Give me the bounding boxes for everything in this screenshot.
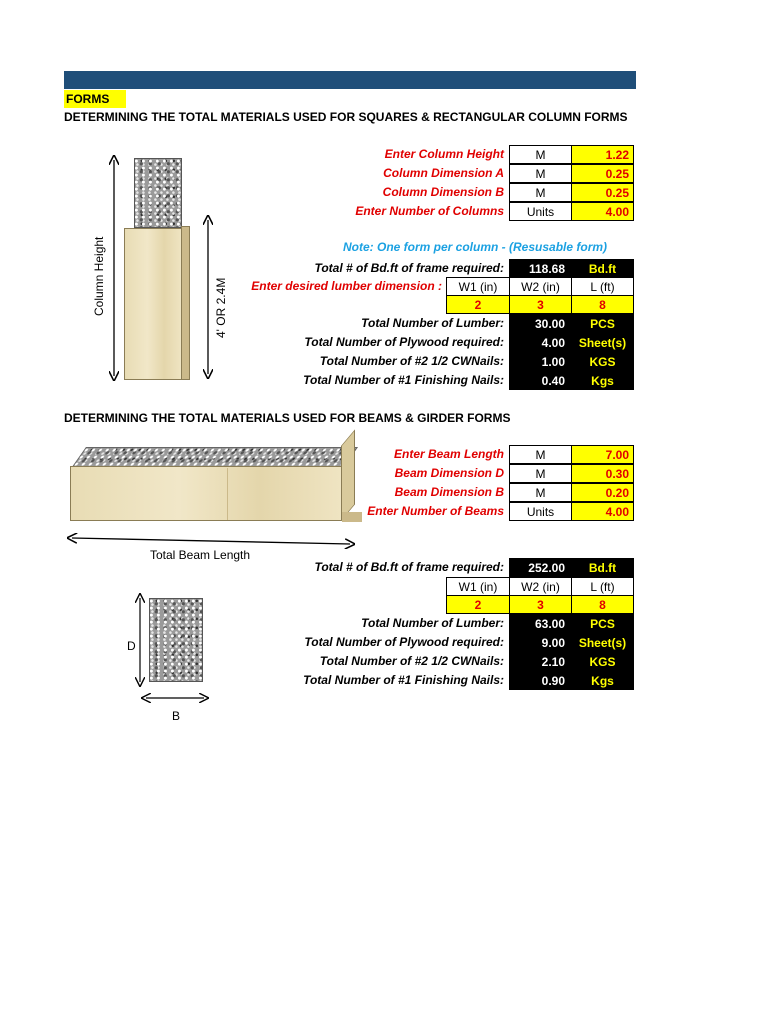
beam-length-arrow — [66, 530, 366, 550]
column-count-input[interactable]: 4.00 — [571, 202, 634, 221]
header-banner — [64, 71, 636, 89]
beam-plywood-value: 9.00 — [509, 633, 572, 652]
column-plywood-value: 4.00 — [509, 333, 572, 352]
column-height-label-input: Enter Column Height — [384, 147, 504, 161]
beam-length-label: Enter Beam Length — [393, 447, 504, 461]
beam-dim-b-unit: M — [509, 483, 572, 502]
beam-dim-d-label: Beam Dimension D — [394, 466, 504, 480]
beam-lumber-label: Total Number of Lumber: — [361, 616, 504, 630]
beam-count-unit: Units — [509, 502, 572, 521]
column-cwnails-unit: KGS — [571, 352, 634, 371]
beam-form-end — [341, 429, 355, 521]
beam-dim-d-unit: M — [509, 464, 572, 483]
beam-section-arrows — [132, 592, 212, 710]
beam-lumber-unit: PCS — [571, 614, 634, 633]
column-dim-a-input[interactable]: 0.25 — [571, 164, 634, 183]
column-l-input[interactable]: 8 — [571, 295, 634, 314]
column-height-input[interactable]: 1.22 — [571, 145, 634, 164]
beam-count-input[interactable]: 4.00 — [571, 502, 634, 521]
beam-w1-input[interactable]: 2 — [446, 595, 510, 614]
column-bdft-unit: Bd.ft — [571, 259, 634, 278]
column-plywood-label: Total Number of Plywood required: — [304, 335, 504, 349]
beam-dim-b-label: Beam Dimension B — [394, 485, 504, 499]
beam-cwnails-label: Total Number of #2 1/2 CWNails: — [319, 654, 504, 668]
beam-plywood-unit: Sheet(s) — [571, 633, 634, 652]
beam-w1-header: W1 (in) — [446, 577, 510, 596]
beam-bdft-label: Total # of Bd.ft of frame required: — [314, 560, 504, 574]
beam-bdft-unit: Bd.ft — [571, 558, 634, 577]
column-w1-input[interactable]: 2 — [446, 295, 510, 314]
column-dim-b-input[interactable]: 0.25 — [571, 183, 634, 202]
column-lumber-label: Total Number of Lumber: — [361, 316, 504, 330]
beam-l-input[interactable]: 8 — [571, 595, 634, 614]
column-form-side — [181, 226, 190, 380]
beam-form-board — [70, 466, 342, 521]
total-beam-length-label: Total Beam Length — [150, 548, 251, 562]
form-height-label: 4' OR 2.4M — [214, 277, 228, 338]
lumber-dimension-label: Enter desired lumber dimension : — [251, 279, 442, 293]
column-l-header: L (ft) — [571, 277, 634, 296]
beam-w2-header: W2 (in) — [509, 577, 572, 596]
beam-length-input[interactable]: 7.00 — [571, 445, 634, 464]
column-count-unit: Units — [509, 202, 572, 221]
beam-cwnails-value: 2.10 — [509, 652, 572, 671]
beam-count-label: Enter Number of Beams — [367, 504, 504, 518]
column-bdft-value: 118.68 — [509, 259, 572, 278]
beam-concrete-top — [72, 447, 358, 467]
column-dim-b-unit: M — [509, 183, 572, 202]
beam-l-header: L (ft) — [571, 577, 634, 596]
column-height-label: Column Height — [92, 236, 106, 316]
beam-b-label: B — [172, 709, 181, 723]
beam-finishing-nails-label: Total Number of #1 Finishing Nails: — [303, 673, 504, 687]
column-form-board — [124, 228, 182, 380]
beam-dim-b-input[interactable]: 0.20 — [571, 483, 634, 502]
beam-cwnails-unit: KGS — [571, 652, 634, 671]
column-w1-header: W1 (in) — [446, 277, 510, 296]
beam-length-unit: M — [509, 445, 572, 464]
column-dim-a-unit: M — [509, 164, 572, 183]
column-cwnails-label: Total Number of #2 1/2 CWNails: — [319, 354, 504, 368]
column-dim-a-label: Column Dimension A — [383, 166, 504, 180]
beam-form-end-base — [342, 512, 362, 522]
beam-section-heading: DETERMINING THE TOTAL MATERIALS USED FOR BEAMS & GIRDER FORMS — [64, 411, 511, 425]
forms-tag: FORMS — [64, 90, 126, 108]
column-finishing-nails-label: Total Number of #1 Finishing Nails: — [303, 373, 504, 387]
column-lumber-value: 30.00 — [509, 314, 572, 333]
beam-bdft-value: 252.00 — [509, 558, 572, 577]
column-dim-b-label: Column Dimension B — [382, 185, 504, 199]
beam-lumber-value: 63.00 — [509, 614, 572, 633]
beam-board-joint — [227, 468, 228, 520]
column-w2-input[interactable]: 3 — [509, 295, 572, 314]
column-lumber-unit: PCS — [571, 314, 634, 333]
column-height-unit: M — [509, 145, 572, 164]
beam-dim-d-input[interactable]: 0.30 — [571, 464, 634, 483]
column-finishing-nails-unit: Kgs — [571, 371, 634, 390]
column-w2-header: W2 (in) — [509, 277, 572, 296]
beam-d-label: D — [127, 639, 136, 653]
column-concrete-top — [134, 158, 182, 228]
reusable-form-note: Note: One form per column - (Resusable form) — [343, 240, 608, 254]
column-cwnails-value: 1.00 — [509, 352, 572, 371]
column-plywood-unit: Sheet(s) — [571, 333, 634, 352]
beam-finishing-nails-value: 0.90 — [509, 671, 572, 690]
column-count-label: Enter Number of Columns — [355, 204, 504, 218]
column-finishing-nails-value: 0.40 — [509, 371, 572, 390]
column-section-heading: DETERMINING THE TOTAL MATERIALS USED FOR SQUARES & RECTANGULAR COLUMN FORMS — [64, 110, 628, 124]
beam-finishing-nails-unit: Kgs — [571, 671, 634, 690]
column-bdft-label: Total # of Bd.ft of frame required: — [314, 261, 504, 275]
beam-plywood-label: Total Number of Plywood required: — [304, 635, 504, 649]
beam-w2-input[interactable]: 3 — [509, 595, 572, 614]
